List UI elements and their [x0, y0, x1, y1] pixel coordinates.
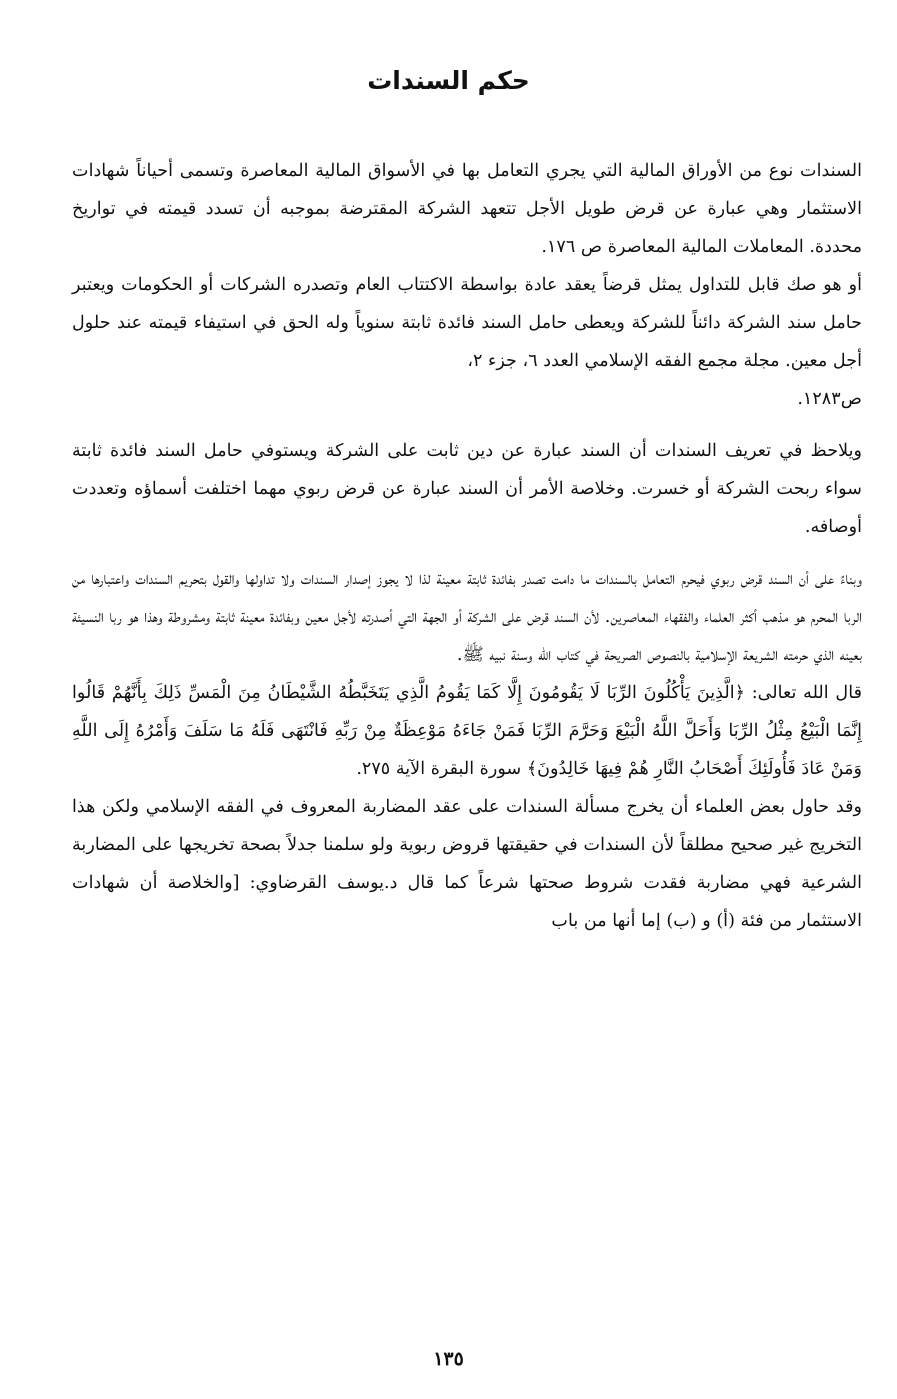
paragraph-quran-verse: قال الله تعالى: ﴿الَّذِينَ يَأْكُلُونَ الرِّبَا لَا يَقُومُونَ إِلَّا كَمَا يَقُومُ الَّذِي يَتَخَبَّطُهُ الشَّيْطَانُ مِنَ الْمَسِّ ذَلِكَ بِأَنَّهُمْ قَالُوا إِنَّمَا الْبَيْعُ مِثْلُ الرِّبَا وَأَحَلَّ اللَّهُ الْبَيْعَ وَحَرَّمَ الرِّبَا فَمَنْ جَاءَهُ مَوْعِظَةٌ مِنْ رَبِّهِ فَانْتَهَى فَلَهُ مَا سَلَفَ وَأَمْرُهُ إِلَى اللَّهِ وَمَنْ عَادَ فَأُولَئِكَ أَصْحَابُ النَّارِ هُمْ فِيهَا خَالِدُونَ﴾ سورة البقرة الآية ٢٧٥. — [72, 683, 862, 779]
paragraph-observation: ويلاحظ في تعريف السندات أن السند عبارة عن دين ثابت على الشركة ويستوفي حامل السند فائدة ثابتة سواء ربحت الشركة أو خسرت. وخلاصة الأمر أن السند عبارة عن قرض ربوي مهما اختلفت أسماؤه وتعددت أوصافه. — [72, 441, 862, 537]
page-title: حكم السندات — [367, 66, 530, 95]
paragraph-reference-page: ص١٢٨٣. — [797, 389, 862, 409]
page-number: ١٣٥ — [433, 1348, 464, 1370]
paragraph-definition: السندات نوع من الأوراق المالية التي يجري التعامل بها في الأسواق المالية المعاصرة وتسمى أحياناً شهادات الاستثمار وهي عبارة عن قرض طويل الأجل تتعهد الشركة المقترضة بموجبه أن تسدد قيمته في تواريخ محددة. المعاملات المالية المعاصرة ص ١٧٦. — [72, 161, 862, 257]
body-text — [72, 152, 862, 940]
paragraph-alternative-definition: أو هو صك قابل للتداول يمثل قرضاً يعقد عادة بواسطة الاكتتاب العام وتصدره الشركات أو الحكومات ويعتبر حامل سند الشركة دائناً للشركة ويعطى حامل السند فائدة ثابتة سنوياً وله الحق في استيفاء قيمته عند حلول أجل معين. مجلة مجمع الفقه الإسلامي العدد ٦، جزء ٢، — [72, 275, 862, 371]
paragraph-mudaraba: وقد حاول بعض العلماء أن يخرج مسألة السندات على عقد المضاربة المعروف في الفقه الإسلامي ولكن هذا التخريج غير صحيح مطلقاً لأن السندات في حقيقتها قروض ربوية ولو سلمنا جدلاً بصحة تخريجها على المضاربة الشرعية فهي مضاربة فقدت شروط صحتها شرعاً كما قال د.يوسف القرضاوي: [والخلاصة أن شهادات الاستثمار من فئة (أ) و (ب) إما أنها من باب — [72, 797, 862, 931]
paragraph-ruling: وبناءً على أن السند قرض ربوي فيحرم التعامل بالسندات ما دامت تصدر بفائدة ثابتة معينة لذا لا يجوز إصدار السندات ولا تداولها والقول بتحريم السندات واعتبارها من الربا المحرم هو مذهب أكثر العلماء والفقهاء المعاصرين. لأن السند قرض على الشركة أو الجهة التي أصدرته لأجل معين وبفائدة معينة ثابتة ومشروطة وهذا هو ربا النسيئة بعينه الذي حرمته الشريعة الإسلامية بالنصوص الصريحة في كتاب الله وسنة نبيه ﷺ. — [72, 569, 862, 665]
